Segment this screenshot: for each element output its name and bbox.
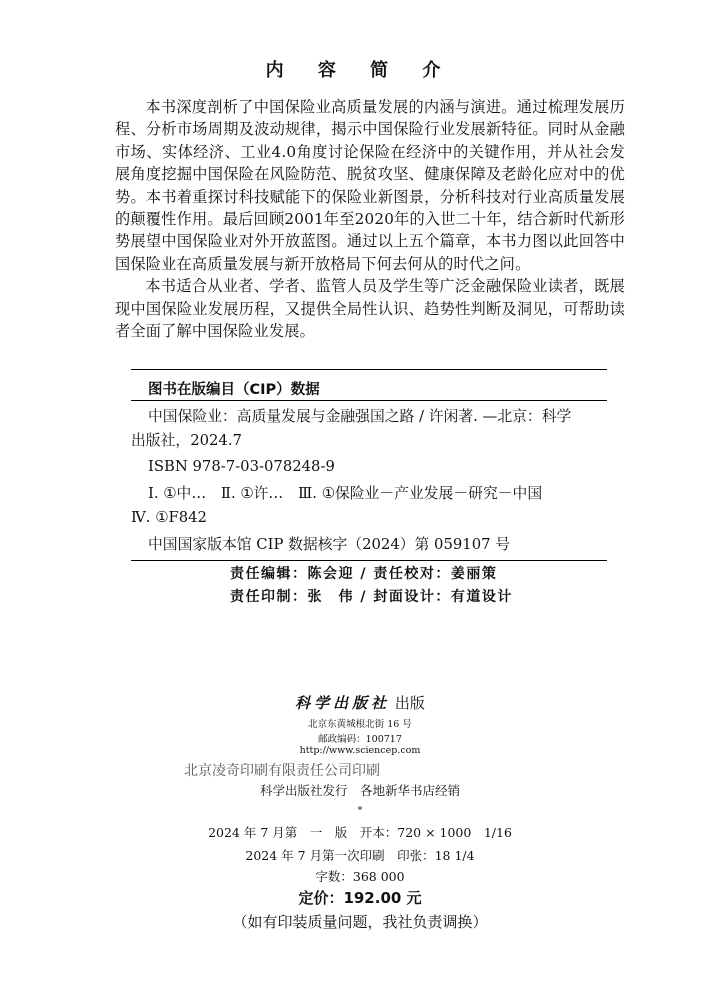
publisher-postcode: 邮政编码：100717 — [318, 734, 402, 745]
cip-classification-line-1: Ⅰ. ①中… Ⅱ. ①许… Ⅲ. ①保险业－产业发展－研究－中国 — [148, 485, 543, 502]
staff-line-2: 责任印制：张 伟 / 封面设计：有道设计 — [230, 589, 513, 605]
cip-top-rule — [131, 369, 607, 370]
word-count: 字数：368 000 — [315, 869, 405, 884]
cip-isbn: ISBN 978-7-03-078248-9 — [148, 458, 335, 475]
publisher-url: http://www.sciencep.com — [299, 745, 421, 756]
quality-notice: （如有印装质量问题，我社负责调换） — [232, 913, 488, 931]
cip-heading-rule — [131, 400, 607, 401]
cip-classification-line-2: Ⅳ. ①F842 — [131, 509, 207, 526]
publisher-line — [0, 692, 720, 713]
intro-paragraph-1: 本书深度剖析了中国保险业高质量发展的内涵与演进。通过梳理发展历程、分析市场周期及波动规律，揭示中国保险行业发展新特征。同时从金融市场、实体经济、工业4.0角度讨论保险在经济中的关键作用，并从社会发展角度挖掘中国保险在风险防范、脱贫攻坚、健康保障及老龄化应对中的优势。本书着重探讨科技赋能下的保险业新图景，分析科技对行业高质量发展的颠覆性作用。最后回顾2001年至2020年的入世二十年，结合新时代新形势展望中国保险业对外开放蓝图。通过以上五个篇章，本书力图以此回答中国保险业在高质量发展与新开放格局下何去何从的时代之问。 — [115, 98, 625, 273]
cip-record-line-2: 出版社，2024.7 — [131, 432, 242, 449]
cip-number: 中国国家版本馆 CIP 数据核字（2024）第 059107 号 — [148, 536, 511, 553]
intro-paragraph-2: 本书适合从业者、学者、监管人员及学生等广泛金融保险业读者，既展现中国保险业发展历程，又提供全局性认识、趋势性判断及洞见，可帮助读者全面了解中国保险业发展。 — [115, 277, 625, 341]
printer-name: 北京凌奇印刷有限责任公司印刷 — [184, 763, 380, 779]
cip-heading: 图书在版编目（CIP）数据 — [148, 382, 320, 398]
publisher-logo-name: 科学出版社 — [295, 694, 391, 712]
printing-info: 2024 年 7 月第一次印刷 印张：18 1/4 — [245, 848, 475, 863]
distribution: 科学出版社发行 各地新华书店经销 — [259, 783, 460, 798]
cip-record-line-1: 中国保险业：高质量发展与金融强国之路 / 许闲著. —北京：科学 — [148, 408, 572, 425]
publisher-suffix: 出版 — [390, 694, 425, 712]
edition-info: 2024 年 7 月第 一 版 开本：720 × 1000 1/16 — [208, 825, 512, 840]
page-title: 内 容 简 介 — [265, 60, 455, 81]
cip-bottom-rule — [131, 560, 607, 561]
intro-section — [115, 96, 625, 342]
publisher-address: 北京东黄城根北街 16 号 — [308, 719, 412, 730]
price: 定价：192.00 元 — [298, 889, 422, 907]
staff-line-1: 责任编辑：陈会迎 / 责任校对：姜丽策 — [230, 566, 498, 582]
separator-star: * — [357, 805, 363, 816]
